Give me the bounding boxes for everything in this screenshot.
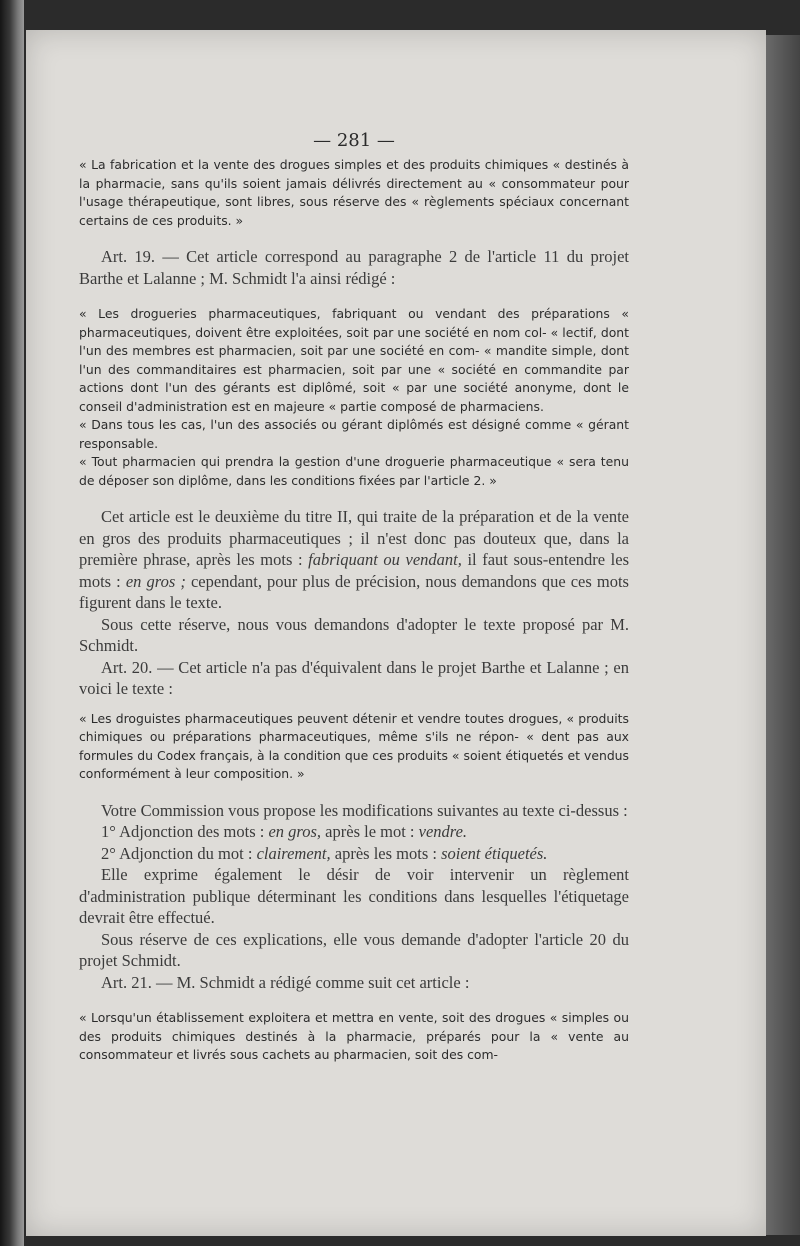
paragraph-art-19: Art. 19. — Cet article correspond au paragraphe 2 de l'article 11 du projet Barthe et Lalanne ; M. Schmidt l'a ainsi rédigé : [79, 247, 629, 288]
page-content [79, 126, 629, 1065]
paragraph-item-2: 2° Adjonction du mot : clairement, après les mots : soient étiquetés. [101, 843, 548, 863]
quote-block: « Dans tous les cas, l'un des associés ou gérant diplômés est désigné comme « gérant responsable. [79, 417, 629, 451]
paragraph-reserve: Sous cette réserve, nous vous demandons d'adopter le texte proposé par M. Schmidt. [79, 614, 629, 655]
paragraph-modifications: Votre Commission vous propose les modifications suivantes au texte ci-dessus : [101, 800, 628, 820]
paragraph-art-21: Art. 21. — M. Schmidt a rédigé comme suit cet article : [101, 972, 470, 992]
paragraph-commentary: Cet article est le deuxième du titre II, qui traite de la préparation et de la vente en gros des produits pharmaceutiques ; il n'est donc pas douteux que, dans la première phrase, après les mots : fabriquant ou vendant, il faut sous-entendre les mots : en gros ; cependant, pour plus de précision, nous demandons que ces mots figurent dans le texte. [79, 507, 629, 612]
quote-block: « Lorsqu'un établissement exploitera et mettra en vente, soit des drogues « simples ou des produits chimiques destinés à la pharmacie, préparés pour la « vente au consommateur et livrés sous cachets au pharmacien, soit des com- [79, 1010, 629, 1062]
page-number: — 281 — [313, 130, 395, 151]
paragraph-art-20: Art. 20. — Cet article n'a pas d'équivalent dans le projet Barthe et Lalanne ; en voici le texte : [79, 657, 629, 698]
quote-block: « La fabrication et la vente des drogues simples et des produits chimiques « destinés à la pharmacie, sans qu'ils soient jamais délivrés directement au « consommateur pour l'usage thérapeutique, sont libres, sous réserve des « règlements spéciaux concernant certains de ces produits. » [79, 157, 629, 228]
page-edge-shadow [766, 35, 800, 1235]
quote-block: « Tout pharmacien qui prendra la gestion d'une droguerie pharmaceutique « sera tenu de déposer son diplôme, dans les conditions fixées par l'article 2. » [79, 454, 629, 488]
paragraph-reglement: Elle exprime également le désir de voir intervenir un règlement d'administration publique déterminant les conditions dans lesquelles l'étiquetage devrait être effectué. [79, 865, 629, 927]
quote-block: « Les droguistes pharmaceutiques peuvent détenir et vendre toutes drogues, « produits chimiques ou préparations pharmaceutiques, même s'ils ne répon- « dent pas aux formules du Codex français, à la condition que ces produits « soient étiquetés et vendus conformément à leur composition. » [79, 710, 629, 781]
quote-block: « Les drogueries pharmaceutiques, fabriquant ou vendant des préparations « pharmaceutiques, doivent être exploitées, soit par une société en nom col- « lectif, dont l'un des membres est pharmacien, soit par une société en com- « mandite simple, dont l'un des commanditaires est pharmacien, soit par une « société en commandite par actions dont l'un des gérants est diplômé, soit « par une société anonyme, dont le conseil d'administration est en majeure « partie composé de pharmaciens. [79, 306, 629, 414]
paragraph-item-1: 1° Adjonction des mots : en gros, après le mot : vendre. [101, 822, 468, 841]
book-spine-shadow [0, 0, 24, 1246]
paragraph-adoption: Sous réserve de ces explications, elle vous demande d'adopter l'article 20 du projet Schmidt. [79, 929, 629, 970]
